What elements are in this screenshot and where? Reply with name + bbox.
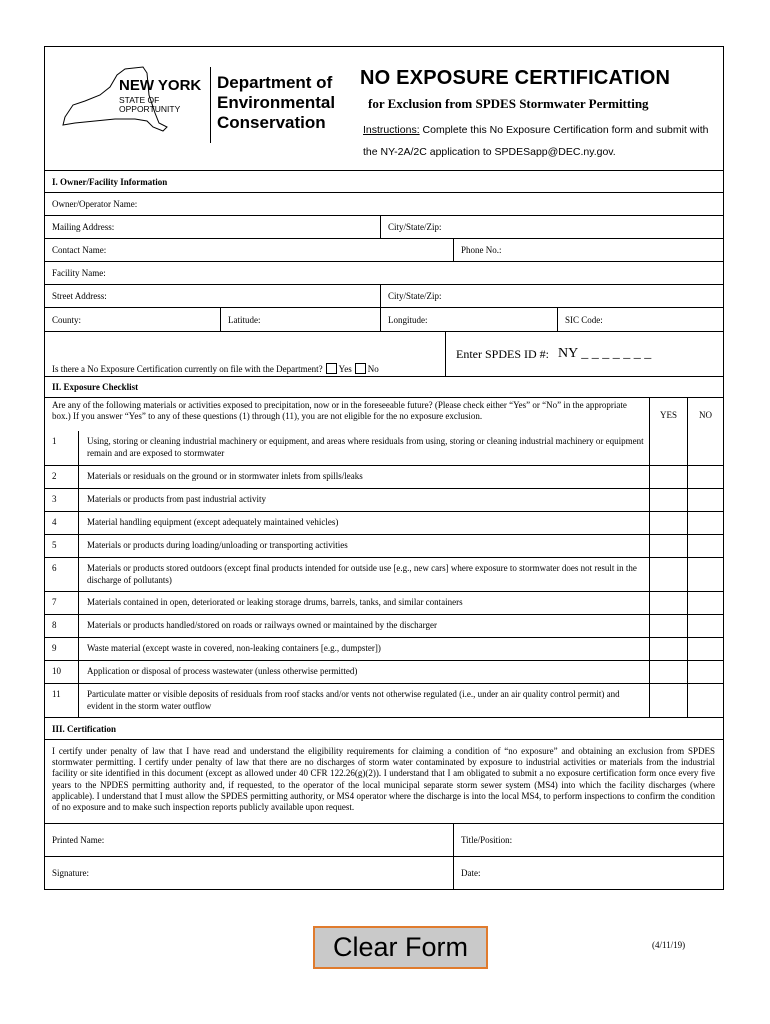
location-row — [45, 307, 723, 331]
checklist-no-box[interactable] — [687, 558, 723, 591]
latitude-field[interactable]: Latitude: — [220, 308, 380, 331]
phone-field[interactable]: Phone No.: — [453, 239, 723, 261]
longitude-field[interactable]: Longitude: — [380, 308, 557, 331]
checklist-yes-box[interactable] — [649, 431, 687, 465]
certification-text-row — [45, 739, 723, 823]
title-position-field[interactable]: Title/Position: — [453, 824, 723, 856]
checklist-no-box[interactable] — [687, 592, 723, 614]
facility-name-field[interactable]: Facility Name: — [52, 268, 106, 278]
checklist-yes-box[interactable] — [649, 535, 687, 557]
spdes-id-label: Enter SPDES ID #: — [456, 346, 549, 361]
no-column-header: NO — [687, 398, 723, 431]
checklist-question-row — [45, 397, 723, 431]
checklist-item-text: Materials or products from past industrial activity — [87, 494, 266, 504]
onfile-yes-checkbox[interactable] — [326, 363, 337, 374]
checklist-row — [45, 683, 723, 717]
checklist-item-text: Materials or residuals on the ground or in stormwater inlets from spills/leaks — [87, 471, 363, 481]
section-3-heading — [45, 717, 723, 739]
onfile-yes-label: Yes — [338, 364, 352, 374]
checklist-yes-box[interactable] — [649, 638, 687, 660]
checklist-row — [45, 614, 723, 637]
onfile-no-label: No — [367, 364, 379, 374]
signature-row — [45, 856, 723, 889]
form-header — [45, 47, 723, 170]
checklist-no-box[interactable] — [687, 489, 723, 511]
section-1-heading — [45, 170, 723, 192]
checklist-yes-box[interactable] — [649, 466, 687, 488]
checklist-yes-box[interactable] — [649, 558, 687, 591]
section-2-heading — [45, 376, 723, 397]
county-field[interactable]: County: — [52, 314, 82, 325]
checklist-item-number: 5 — [45, 535, 79, 557]
checklist-row — [45, 534, 723, 557]
checklist-row — [45, 591, 723, 614]
street-row — [45, 284, 723, 307]
logo-dept-line1: Department of — [217, 73, 333, 92]
checklist-item-number: 2 — [45, 466, 79, 488]
onfile-question-text: Is there a No Exposure Certification currently on file with the Department? — [52, 364, 323, 374]
checklist-item-number: 7 — [45, 592, 79, 614]
date-field[interactable]: Date: — [453, 857, 723, 889]
logo-dept-name — [217, 73, 335, 133]
owner-name-field[interactable]: Owner/Operator Name: — [52, 199, 138, 209]
checklist-no-box[interactable] — [687, 684, 723, 717]
clear-form-button[interactable]: Clear Form — [313, 926, 488, 969]
checklist-row — [45, 488, 723, 511]
checklist-row — [45, 637, 723, 660]
signature-field[interactable]: Signature: — [52, 868, 89, 878]
instructions-text: Complete this No Exposure Certification form and submit with the NY-2A/2C application to SPDESapp@DEC.ny.gov. — [363, 124, 709, 158]
onfile-row — [45, 331, 723, 376]
logo-dept-line3: Conservation — [217, 113, 326, 132]
checklist-item-text: Material handling equipment (except adequately maintained vehicles) — [87, 517, 339, 527]
onfile-question — [45, 332, 445, 376]
checklist-row — [45, 511, 723, 534]
checklist-item-text: Application or disposal of process wastewater (unless otherwise permitted) — [87, 666, 358, 676]
exposure-form — [44, 46, 724, 890]
yes-column-header: YES — [649, 398, 687, 431]
logo-opportunity: OPPORTUNITY — [119, 104, 181, 114]
checklist-item-text: Materials or products handled/stored on roads or railways owned or maintained by the discharger — [87, 620, 437, 630]
form-title: NO EXPOSURE CERTIFICATION — [360, 67, 671, 89]
checklist-item-number: 3 — [45, 489, 79, 511]
checklist-row — [45, 557, 723, 591]
owner-row[interactable] — [45, 192, 723, 215]
checklist-item-number: 11 — [45, 684, 79, 717]
section-2-title: II. Exposure Checklist — [52, 382, 139, 392]
checklist-item-text: Materials or products during loading/unloading or transporting activities — [87, 540, 348, 550]
mailing-address-field[interactable]: Mailing Address: — [52, 222, 115, 232]
certification-text: I certify under penalty of law that I have read and understand the eligibility requirements for claiming a condition of “no exposure” and obtaining an exclusion from SPDES stormwater permitting. I certify under penalty of law that there are no discharges of storm water contaminated by exposure to industrial activities or materials from the industrial facility or site identified in this document (except as allowed under 40 CFR 122.26(g)(2)). I understand that I am obligated to submit a no exposure certification form once every five years to the NPDES permitting authority and, if requested, to the operator of the local municipal separate storm sewer system (MS4) into which the facility discharges (where applicable). I understand that I must allow the SPDES permitting authority, or MS4 operator where the discharge is into the local MS4, to perform inspections to confirm the condition of no exposure and to make such inspection reports publicly available upon request. — [52, 746, 715, 813]
section-3-title: III. Certification — [52, 723, 116, 734]
logo-divider — [210, 67, 211, 143]
mailing-city-field[interactable]: City/State/Zip: — [380, 216, 723, 238]
checklist-item-number: 8 — [45, 615, 79, 637]
checklist-yes-box[interactable] — [649, 661, 687, 683]
checklist-yes-box[interactable] — [649, 684, 687, 717]
checklist-no-box[interactable] — [687, 431, 723, 465]
onfile-no-checkbox[interactable] — [355, 363, 366, 374]
spdes-id-field[interactable] — [445, 332, 723, 376]
checklist-item-number: 4 — [45, 512, 79, 534]
nys-dec-logo — [55, 65, 355, 145]
checklist-no-box[interactable] — [687, 638, 723, 660]
facility-row — [45, 261, 723, 284]
logo-new-york: NEW YORK — [119, 77, 202, 94]
checklist-item-text: Using, storing or cleaning industrial machinery or equipment, and areas where residuals from using, storing or cleaning industrial machinery or equipment remain and are exposed to stormwater — [87, 436, 644, 458]
checklist-item-text: Particulate matter or visible deposits of residuals from roof stacks and/or vents not otherwise regulated (i.e., under an air quality control permit) and evident in the storm water outflow — [87, 689, 620, 711]
spdes-id-value[interactable]: NY _ _ _ _ _ _ _ — [558, 346, 652, 361]
checklist-no-box[interactable] — [687, 466, 723, 488]
checklist-yes-box[interactable] — [649, 592, 687, 614]
checklist-item-text: Materials contained in open, deteriorated or leaking storage drums, barrels, tanks, and similar containers — [87, 597, 463, 607]
checklist-item-number: 9 — [45, 638, 79, 660]
checklist-item-number: 6 — [45, 558, 79, 591]
checklist-row — [45, 431, 723, 465]
revision-date: (4/11/19) — [652, 940, 686, 950]
contact-row — [45, 238, 723, 261]
checklist-row — [45, 465, 723, 488]
checklist-no-box[interactable] — [687, 615, 723, 637]
printed-name-field[interactable]: Printed Name: — [52, 835, 105, 845]
instructions — [363, 119, 718, 163]
logo-dept-line2: Environmental — [217, 93, 336, 112]
checklist-yes-box[interactable] — [649, 512, 687, 534]
street-address-field[interactable]: Street Address: — [52, 291, 107, 301]
checklist-row — [45, 660, 723, 683]
checklist-item-text: Waste material (except waste in covered, non-leaking containers [e.g., dumpster]) — [87, 643, 381, 653]
instructions-label: Instructions: — [363, 124, 420, 136]
checklist-item-number: 1 — [45, 431, 79, 465]
checklist-items — [45, 431, 723, 717]
checklist-question: Are any of the following materials or activities exposed to precipitation, now or in the foreseeable future? (Please check either “Yes” or “No” in the appropriate box.) If you answer “Yes” to any of these questions (1) through (11), you are not eligible for the no exposure exclusion. — [52, 400, 627, 421]
mailing-row — [45, 215, 723, 238]
checklist-no-box[interactable] — [687, 535, 723, 557]
printed-name-row — [45, 823, 723, 856]
checklist-yes-box[interactable] — [649, 615, 687, 637]
checklist-no-box[interactable] — [687, 512, 723, 534]
sic-code-field[interactable]: SIC Code: — [557, 308, 723, 331]
logo-state-of: STATE OF — [119, 95, 160, 105]
checklist-yes-box[interactable] — [649, 489, 687, 511]
contact-name-field[interactable]: Contact Name: — [52, 245, 107, 255]
checklist-item-number: 10 — [45, 661, 79, 683]
checklist-no-box[interactable] — [687, 661, 723, 683]
checklist-item-text: Materials or products stored outdoors (except final products intended for outside use [e.g., new cars] where exposure to stormwater does not result in the discharge of pollutants) — [87, 563, 637, 585]
facility-city-field[interactable]: City/State/Zip: — [380, 285, 723, 307]
section-1-title: I. Owner/Facility Information — [52, 176, 168, 187]
form-subtitle: for Exclusion from SPDES Stormwater Permitting — [368, 96, 649, 111]
